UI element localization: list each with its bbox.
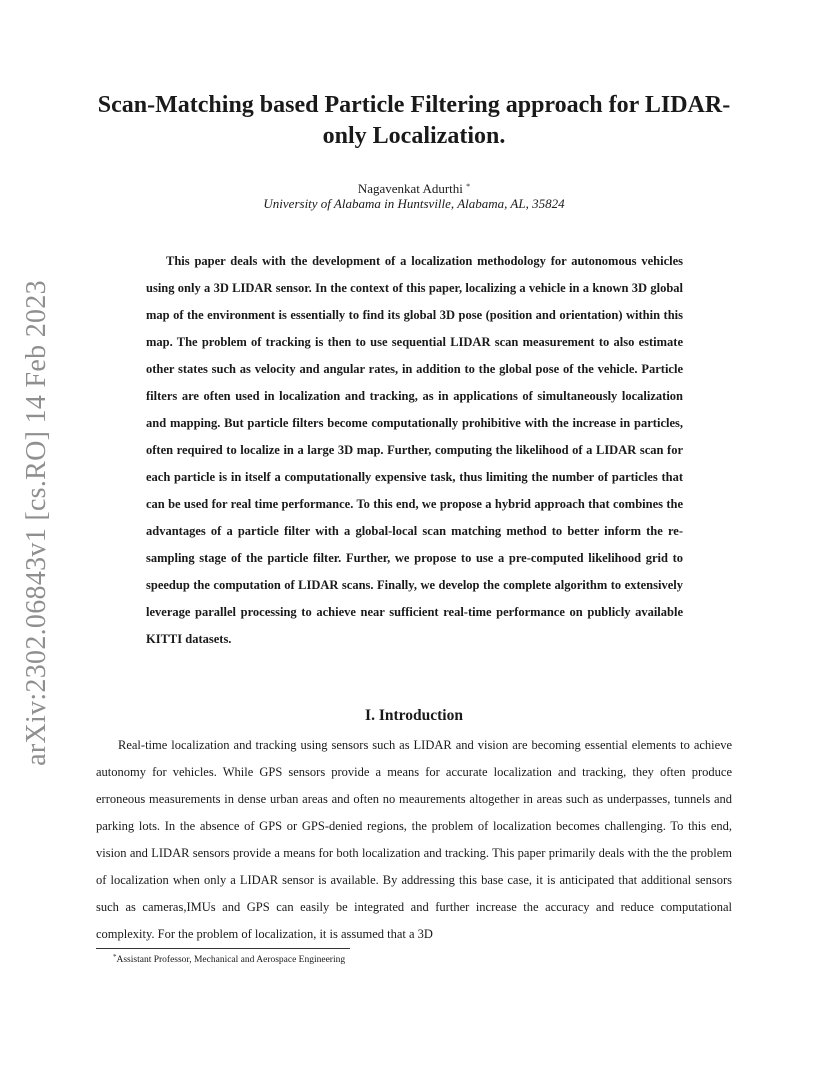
author-name: Nagavenkat Adurthi [357,181,463,196]
author-footnote-mark: * [466,182,471,191]
footnote [113,951,345,967]
footnote-mark: * [113,953,117,961]
section-heading: I. Introduction [365,707,463,724]
footnote-text: Assistant Professor, Mechanical and Aerospace Engineering [116,955,346,965]
author-affiliation: University of Alabama in Huntsville, Alabama, AL, 35824 [263,196,565,211]
section-body: Real-time localization and tracking using sensors such as LIDAR and vision are becoming essential elements to achieve autonomy for vehicles. While GPS sensors provide a means for accurate localization and tracking, they often produce erroneous measurements in dense urban areas and often no meaurements altogether in areas such as underpasses, tunnels and parking lots. In the absence of GPS or GPS-denied regions, the problem of localization becomes challenging. To this end, vision and LIDAR sensors provide a means for both localization and tracking. This paper primarily deals with the the problem of localization when only a LIDAR sensor is available. By addressing this base case, it is anticipated that additional sensors such as cameras,IMUs and GPS can easily be integrated and further increase the accuracy and reduce computational complexity. For the problem of localization, it is assumed that a 3D [96,738,732,941]
abstract: This paper deals with the development of a localization methodology for autonomous vehicles using only a 3D LIDAR sensor. In the context of this paper, localizing a vehicle in a known 3D global map of the environment is essentially to find its global 3D pose (position and orientation) within this map. The problem of tracking is then to use sequential LIDAR scan measurement to also estimate other states such as velocity and angular rates, in addition to the global pose of the vehicle. Particle filters are often used in localization and tracking, as in applications of simultaneously localization and mapping. But particle filters become computationally prohibitive with the increase in particles, often required to localize in a large 3D map. Further, computing the likelihood of a LIDAR scan for each particle is in itself a computationally expensive task, thus limiting the number of particles that can be used for real time performance. To this end, we propose a hybrid approach that combines the advantages of a particle filter with a global-local scan matching method to better inform the re-sampling stage of the particle filter. Further, we propose to use a pre-computed likelihood grid to speedup the computation of LIDAR scans. Finally, we develop the complete algorithm to extensively leverage parallel processing to achieve near sufficient real-time performance on publicly available KITTI datasets. [146,254,683,646]
arxiv-identifier: arXiv:2302.06843v1 [cs.RO] 14 Feb 2023 [21,280,52,766]
footnote-rule [96,948,350,949]
paper-title: Scan-Matching based Particle Filtering approach for LIDAR-only Localization. [97,92,731,149]
arxiv-sidebar [21,280,52,766]
